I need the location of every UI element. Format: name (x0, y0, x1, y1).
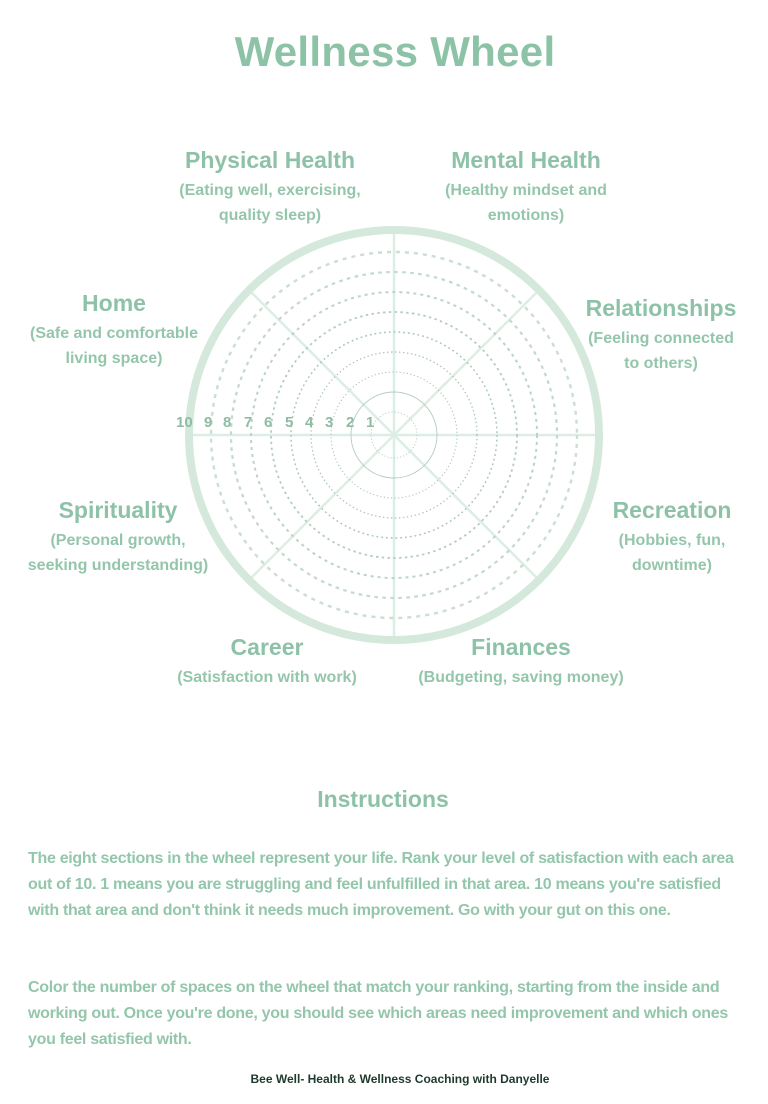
category-desc-line: (Eating well, exercising, (179, 182, 361, 199)
category-name: Finances (471, 634, 571, 660)
category-name: Physical Health (184, 147, 356, 173)
category-recreation (598, 496, 746, 578)
scale-label-5: 5 (285, 414, 294, 431)
scale-labels (0, 414, 400, 434)
category-home (14, 289, 214, 371)
instructions-title: Instructions (317, 786, 449, 812)
scale-label-6: 6 (264, 414, 273, 431)
category-description (14, 528, 222, 578)
category-desc-line: downtime) (632, 557, 712, 574)
scale-label-7: 7 (244, 414, 253, 431)
category-relationships (572, 294, 750, 376)
category-desc-line: (Personal growth, (50, 532, 186, 549)
category-career (164, 633, 370, 690)
category-finances (406, 633, 636, 690)
category-physical-health (160, 146, 380, 228)
scale-label-2: 2 (346, 414, 355, 431)
category-desc-line: quality sleep) (218, 207, 322, 224)
category-desc-line: (Healthy mindset and (445, 182, 607, 199)
scale-label-9: 9 (204, 414, 213, 431)
category-description (164, 665, 370, 690)
category-description (14, 321, 214, 371)
category-desc-line: to others) (624, 355, 698, 372)
category-name: Career (230, 634, 304, 660)
scale-label-3: 3 (325, 414, 334, 431)
page-title: Wellness Wheel (234, 28, 556, 75)
instructions-paragraph-1: The eight sections in the wheel represent your life. Rank your level of satisfaction with each area out of 10. 1 means you are struggling and feel unfulfilled in that area. 10 means you're satisfied with that area and don't think it needs much improvement. Go with your gut on this one. (28, 850, 734, 919)
category-desc-line: (Hobbies, fun, (618, 532, 726, 549)
category-desc-line: (Feeling connected (588, 330, 734, 347)
category-desc-line: seeking understanding) (27, 557, 209, 574)
category-name: Recreation (612, 497, 732, 523)
category-name: Home (82, 290, 146, 316)
instructions-paragraph-2: Color the number of spaces on the wheel that match your ranking, starting from the inside and working out. Once you're done, you should see which areas need improvement and which ones you feel satisfied with. (28, 979, 728, 1048)
category-spirituality (14, 496, 222, 578)
category-name: Spirituality (58, 497, 178, 523)
category-desc-line: (Safe and comfortable (29, 325, 199, 342)
scale-label-8: 8 (223, 414, 232, 431)
category-name: Mental Health (451, 147, 601, 173)
category-mental-health (420, 146, 632, 228)
category-description (420, 178, 632, 228)
category-desc-line: (Satisfaction with work) (177, 669, 357, 686)
category-name: Relationships (585, 295, 737, 321)
category-desc-line: living space) (65, 350, 163, 367)
scale-label-4: 4 (305, 414, 314, 431)
category-description (406, 665, 636, 690)
category-desc-line: (Budgeting, saving money) (418, 669, 624, 686)
category-description (160, 178, 380, 228)
footer-credit: Bee Well- Health & Wellness Coaching with Danyelle (250, 1072, 550, 1086)
category-description (598, 528, 746, 578)
scale-label-1: 1 (366, 414, 375, 431)
category-description (572, 326, 750, 376)
category-desc-line: emotions) (487, 207, 565, 224)
scale-label-10: 10 (176, 414, 193, 431)
